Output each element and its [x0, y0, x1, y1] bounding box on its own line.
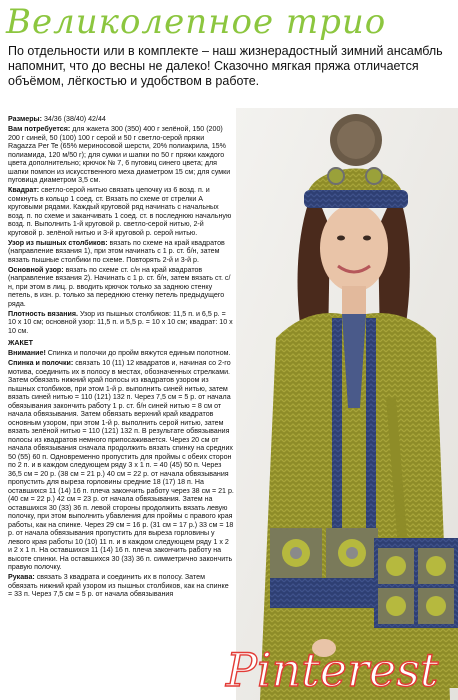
jacket-heading: ЖАКЕТ: [8, 339, 33, 347]
pattern2-label: Основной узор:: [8, 265, 64, 274]
back-paragraph: [8, 359, 234, 572]
materials-label: Вам потребуется:: [8, 125, 71, 133]
sleeves-label: Рукава:: [8, 573, 35, 581]
pattern1-paragraph: [8, 239, 234, 265]
square-text: светло-серой нитью связать цепочку из 6 возд. п. и сомкнуть в кольцо 1 соед. ст. Вязать по схеме от стрелки А круговыми рядами. Каждый круговой ряд начинать с начальных возд. п. по схеме и заканчивать 1 соед. ст. в последнюю начальную возд. п. Выполнить 1-й круговой р. светло-серой нитью, 2-й круговой р. зелёной нитью и 3-й круговой р. серой нитью.: [8, 186, 232, 237]
pattern2-paragraph: [8, 266, 234, 309]
materials-paragraph: [8, 125, 234, 185]
pinterest-watermark-text: Pinterest: [226, 643, 439, 697]
pattern2-text: вязать по схеме ст. с/н на край квадратов (направление вязания 2). Начинать с 1 р. ст. б/н, затем вязать ст. с/н, при этом в лиц. р. вводить крючок только за заднюю стенку петель, в изн. р. только за переднюю стенку петель предыдущего ряда.: [8, 265, 231, 308]
sizes-paragraph: [8, 115, 234, 124]
sleeves-text: связать 3 квадрата и соединить их в полосу. Затем обвязать нижний край узором из пышных столбиков, как на спинке = 33 п. Через 7,5 см = 5 р. от начала обвязывания: [8, 573, 229, 598]
square-paragraph: [8, 186, 234, 237]
article-intro: По отдельности или в комплекте – наш жизнерадостный зимний ансамбль напомнит, что до весны не далеко! Сказочно мягкая пряжа отличается объёмом, лёгкостью и удобством в работе.: [8, 44, 443, 88]
density-paragraph: [8, 310, 234, 336]
pattern1-label: Узор из пышных столбиков:: [8, 238, 108, 247]
pinterest-watermark: [222, 630, 458, 700]
density-text: Узор из пышных столбиков: 11,5 п. и 6,5 р. = 10 х 10 см; основной узор: 11,5 п. и 5,5 р. = 10 х 10 см; квадрат: 10 х 10 см.: [8, 309, 233, 335]
sizes-label: Размеры:: [8, 115, 42, 123]
article-title: Великолепное трио: [6, 2, 387, 42]
back-label: Спинка и полочки:: [8, 359, 74, 367]
square-label: Квадрат:: [8, 186, 40, 194]
materials-text: для жакета 300 (350) 400 г зелёной, 150 (200) 200 г синей, 50 (100) 100 г серой и 50 г светло-серой пряжи Ragazza Per Te (65% мериносовой шерсти, 20% полиакрила, 15% полиамида, 120 м/50 г); для сумки и шапки по 50 г пряжи каждого цвета дополнительно; крючок № 7, 6 пуговиц синего цвета; для шапки помпон из искусственного меха диаметром 15 см; для сумки пуговица диаметром 3,5 см.: [8, 125, 231, 184]
density-label: Плотность вязания.: [8, 309, 78, 318]
sizes-text: 34/36 (38/40) 42/44: [41, 115, 106, 123]
attention-text: Спинка и полочки до пройм вяжутся единым полотном.: [45, 349, 231, 357]
instructions-column: [8, 115, 234, 600]
pattern1-text: вязать по схеме на край квадратов (направление вязания 1), при этом начинать с 1 р. ст. б/н, затем вязать пышные столбики по схеме. Повторять 2-й и 3-й р.: [8, 238, 225, 264]
model-photo: [236, 108, 458, 700]
back-text: связать 10 (11) 12 квадратов и, начиная со 2-го мотива, соединить их в полосу в местах, обозначенных стрелками. Затем обвязать нижний край полосы из квадратов узором из пышных столбиков, при этом 1-й р. выполнить синей нитью, затем вязать синей нитью = 110 (121) 132 п. Через 7,5 см = 5 р. от начала обвязывания закончить работу 1 р. ст. б/н синей нитью = 8 см от начала обвязывания. Затем обвязать верхний край квадратов основным узором, при этом 1-й р. выполнить серой нитью, затем вязать зелёной нитью = 110 (121) 132 п. В результате обвязывания полосы из квадратов немного припосаживается. Через 20 см от начала обвязывания сначала продолжить вязать спинку на средних 50 (55) 60 п. Одновременно пропустить для проймы с обеих сторон по 2 п. и в каждом следующем ряду 3 х 1 п. = 40 (45) 50 п. Через 36,5 см = 20 р. (38 см = 21 р.) 40 см = 22 р. от начала обвязывания пропустить для выреза горловины средние 18 (17) 18 п. На оставшихся 11 (14) 16 п. плеча закончить работу через 38 см = 21 р. (40 см = 22 р.) 42 см = 23 р. от начала обвязывания. Затем на оставшихся 30 (33) 36 п. левой стороны продолжить вязать левую полочку, при этом выполнить убавления для проймы с правого края работы, как на спинке. Через 29 см = 16 р. (31 см = 17 р.) 33 см = 18 р. от начала обвязывания пропустить для выреза горловины у левого края работы 10 (10) 11 п. и в каждом следующем ряду 1 х 2 и 2 х 1 п. На оставшихся 11 (14) 16 п. плеча закончить работу на высоте спинки. На оставшихся 30 (33) 36 п. симметрично закончить правую полочку.: [8, 359, 234, 571]
attention-label: Внимание!: [8, 349, 46, 357]
attention-paragraph: [8, 349, 234, 358]
sleeves-paragraph: [8, 573, 234, 599]
